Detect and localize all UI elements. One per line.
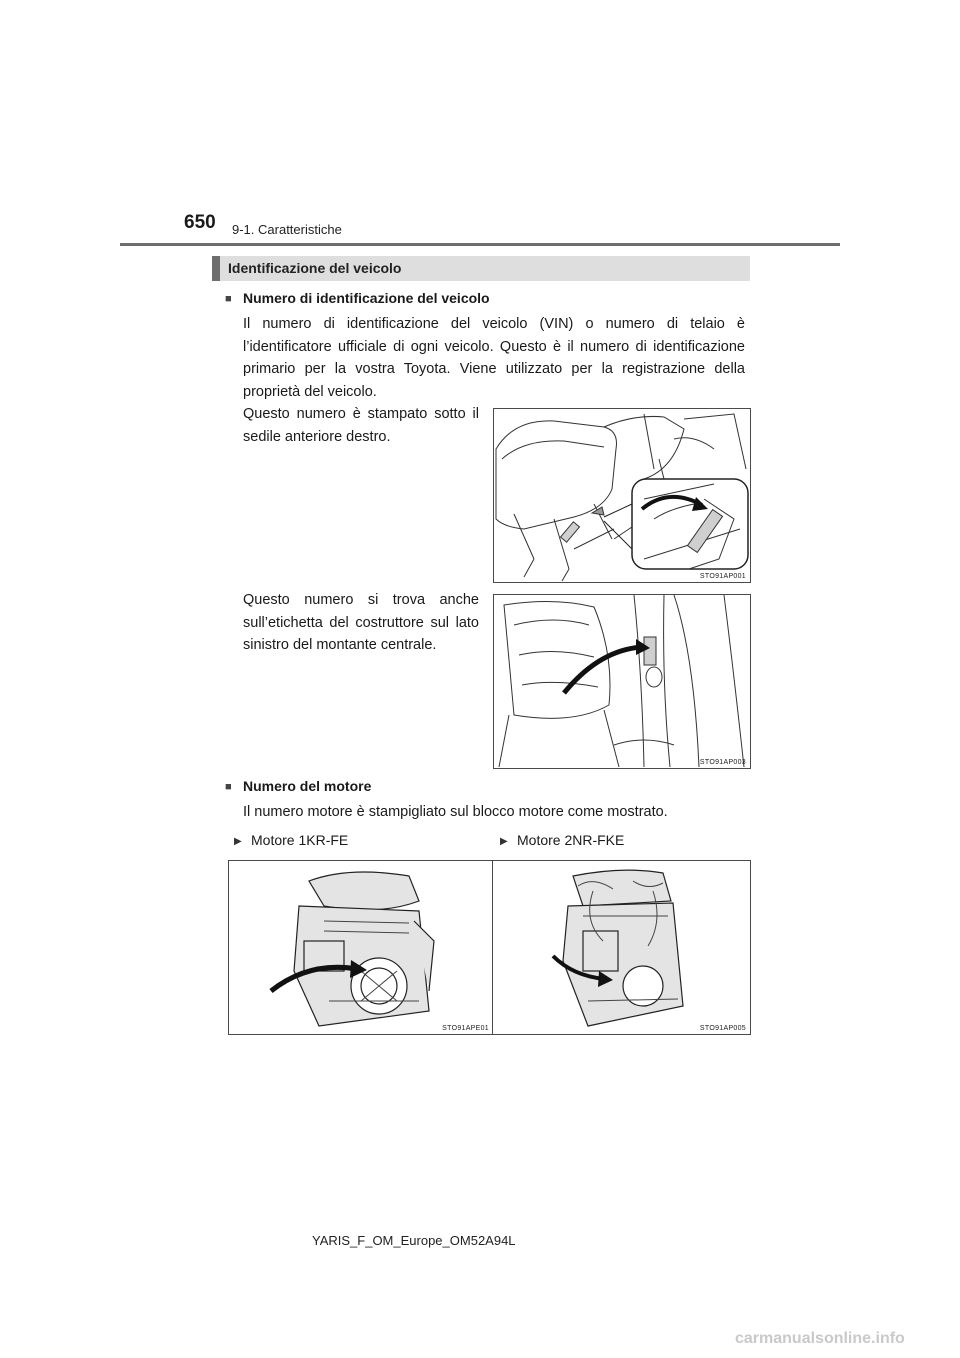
- vin-location-seat: Questo numero è stampato sotto il sedile anteriore destro.: [243, 406, 479, 445]
- square-bullet-icon: ■: [225, 293, 232, 305]
- figure-code: STO91AP001: [699, 573, 746, 580]
- engine-heading: Numero del motore: [243, 778, 372, 794]
- figure-code: STO91APE01: [442, 1025, 489, 1032]
- watermark: carmanualsonline.info: [735, 1330, 905, 1347]
- vin-location-pillar: Questo numero si trova anche sull’etichetta del costruttore sul lato sinistro del montante centrale.: [243, 592, 479, 653]
- engine-1kr-illustration: [229, 861, 493, 1034]
- section-band-accent: [212, 256, 220, 281]
- vin-heading: Numero di identificazione del veicolo: [243, 290, 490, 306]
- square-bullet-icon: ■: [225, 781, 232, 793]
- chapter-section-title: 9-1. Caratteristiche: [232, 222, 342, 237]
- pillar-illustration: [494, 595, 750, 768]
- triangle-right-icon: ▶: [234, 836, 242, 847]
- engine-paragraph: Il numero motore è stampigliato sul blocco motore come mostrato.: [243, 804, 668, 820]
- engine-2nr-label: Motore 2NR-FKE: [517, 832, 625, 848]
- engine-1kr-label: Motore 1KR-FE: [251, 832, 349, 848]
- figure-engine-2nr: [492, 860, 751, 1035]
- figure-code: STO91AP003: [699, 759, 746, 766]
- triangle-right-icon: ▶: [500, 836, 508, 847]
- figure-seat-vin: [493, 408, 751, 583]
- figure-pillar-vin: [493, 594, 751, 769]
- engine-2nr-illustration: [493, 861, 750, 1034]
- figure-engine-1kr: [228, 860, 494, 1035]
- section-title: Identificazione del veicolo: [228, 260, 402, 276]
- document-id: YARIS_F_OM_Europe_OM52A94L: [312, 1233, 516, 1248]
- vin-paragraph: Il numero di identificazione del veicolo (VIN) o numero di telaio è l’identificatore ufficiale di ogni veicolo. Questo è il numero di identificazione primario per la vostra Toyota. Viene utilizzato per la registrazione della proprietà del veicolo.: [243, 316, 745, 400]
- seat-illustration: [494, 409, 750, 582]
- figure-code: STO91AP005: [699, 1025, 746, 1032]
- page-number: 650: [184, 212, 216, 233]
- header-divider: [120, 243, 840, 246]
